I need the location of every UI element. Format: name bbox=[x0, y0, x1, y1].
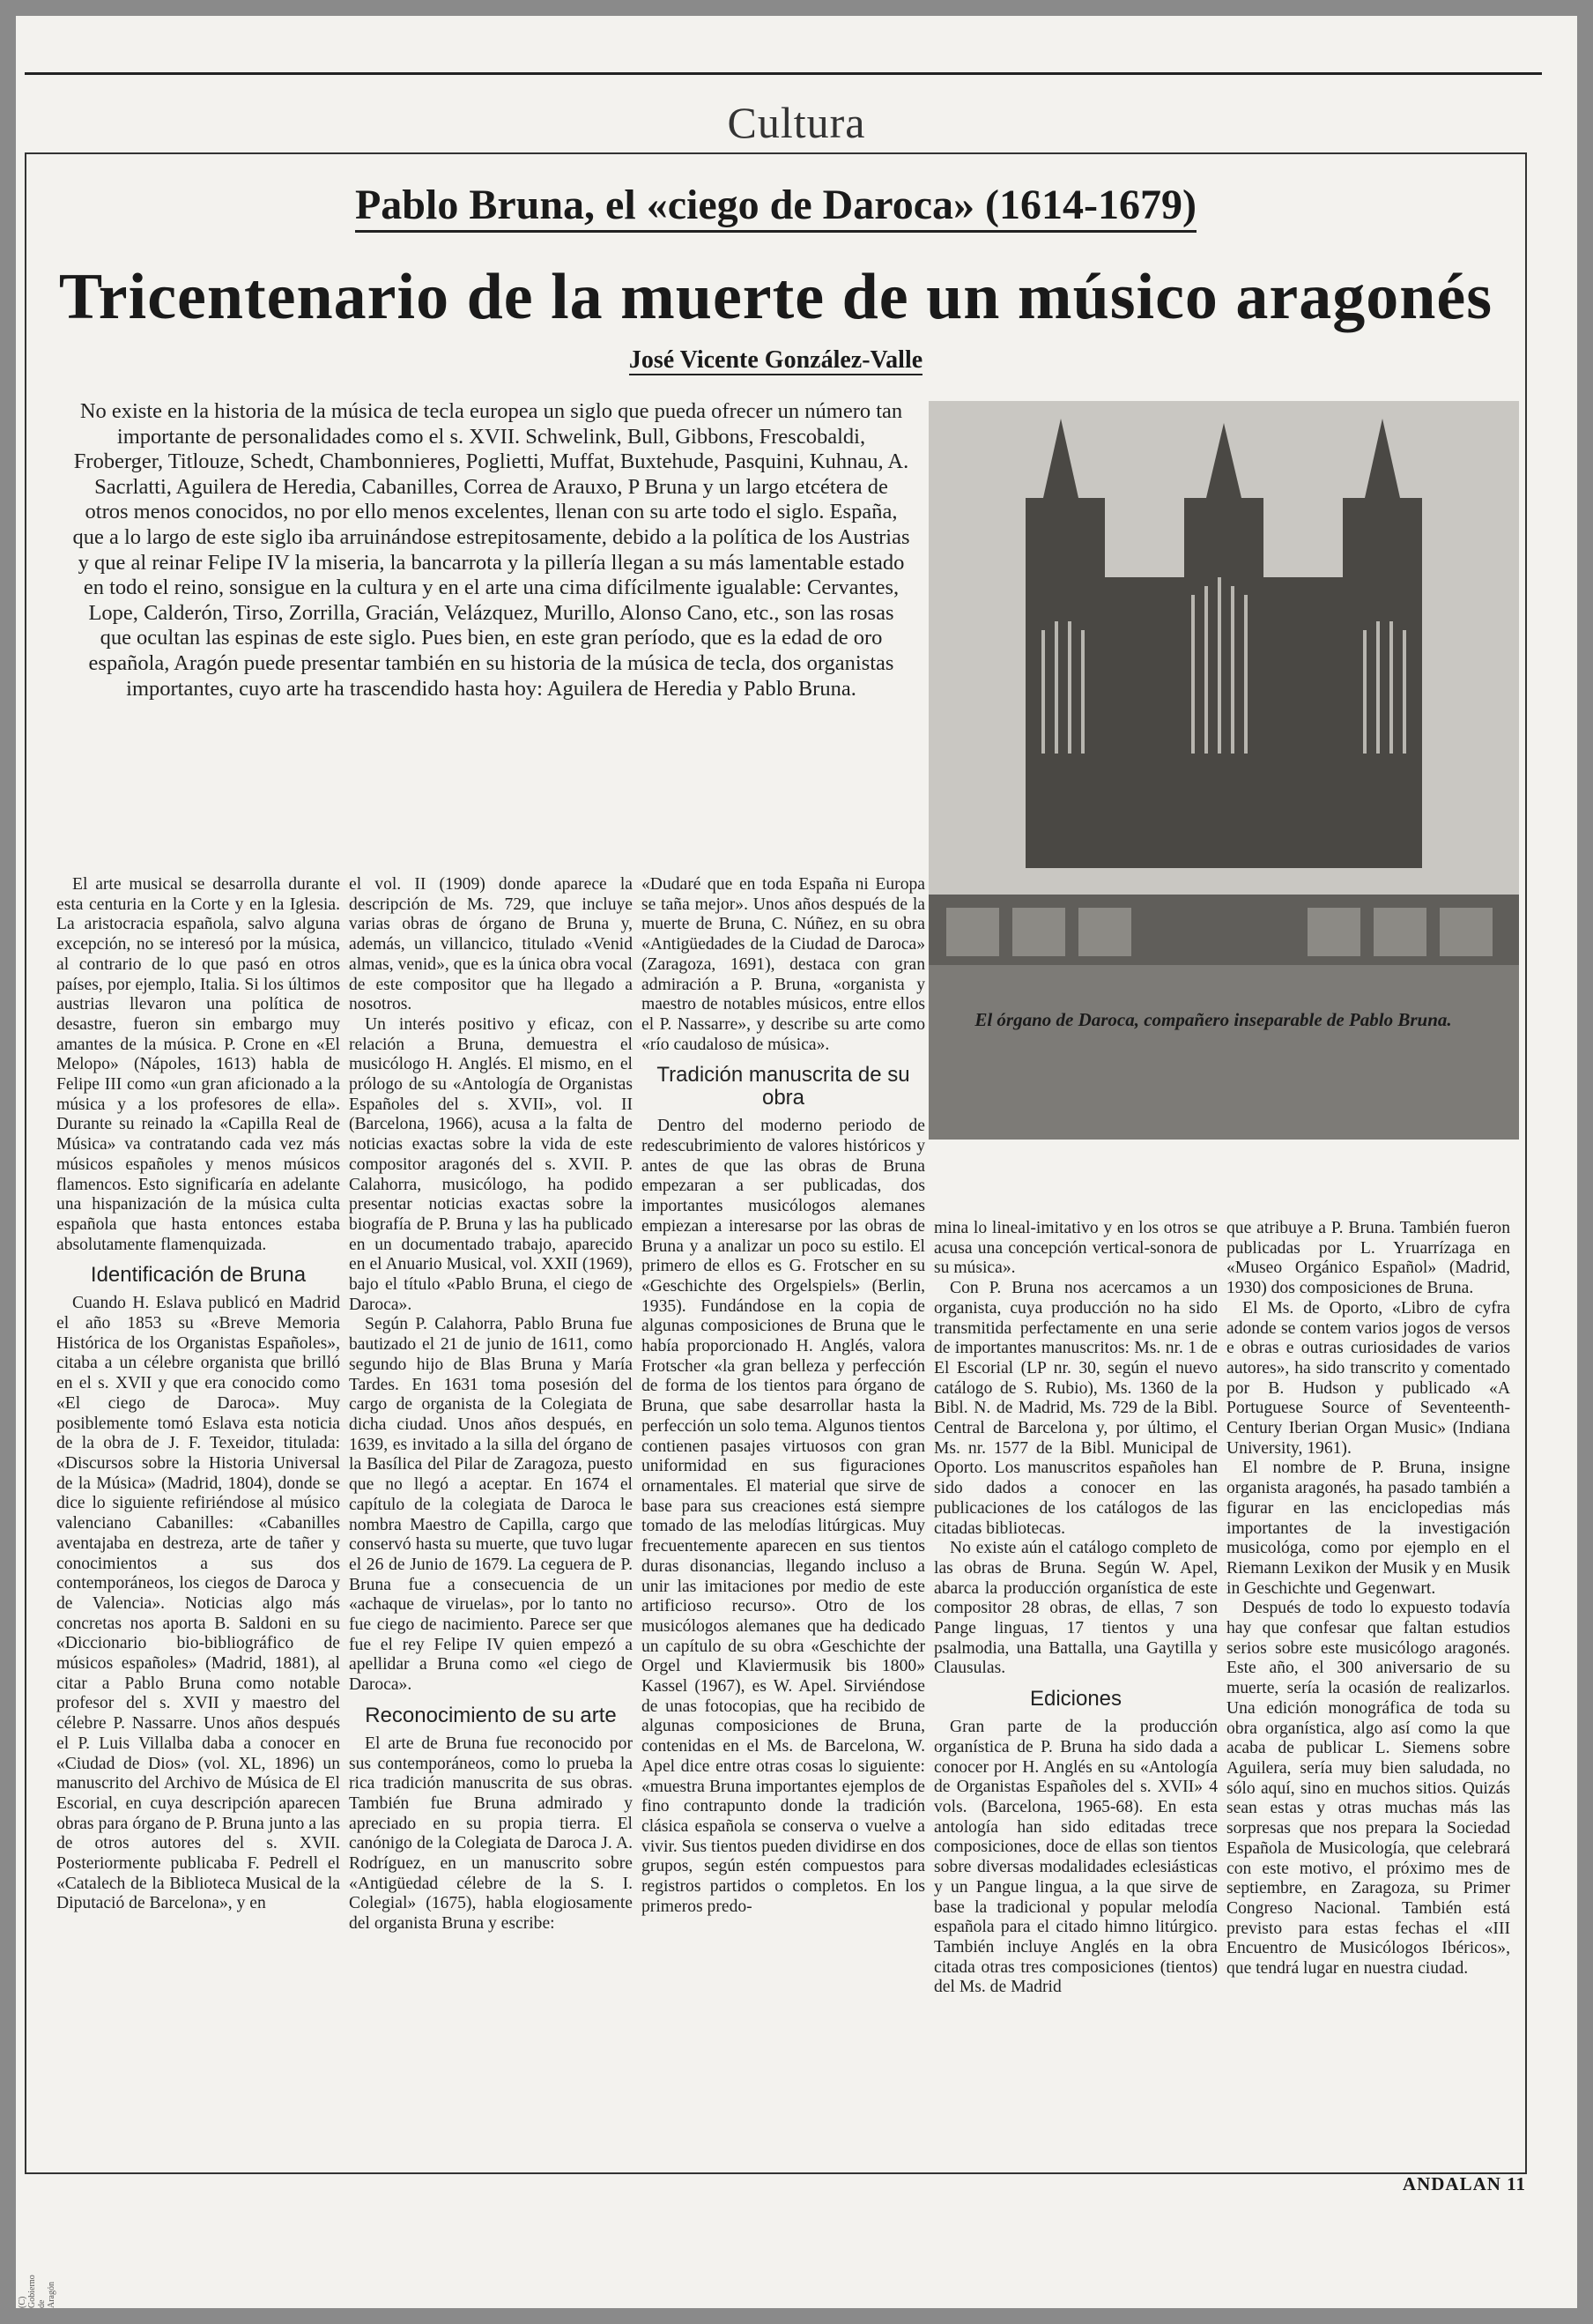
col2-paragraph-2: Un interés positivo y eficaz, con relación a Bruna, demuestra el musicólogo H. Anglés. El mismo, en el prólogo de su «Antología de Organistas Españoles del s. XVII», vol. II (Barcelona, 1966), acusa a la falta de noticias exactas sobre la vida de este compositor aragonés del s. XVII. P. Calahorra, musicólogo, ha podido presentar noticias exactas sobre la biografía de P. Bruna y las ha publicado en un documentado trabajo, aparecido en el Anuario Musical, vol. XXII (1969), bajo el título «Pablo Bruna, el ciego de Daroca». bbox=[349, 1014, 633, 1314]
newspaper-page bbox=[16, 16, 1577, 2308]
column-5 bbox=[1226, 1219, 1510, 1979]
column-4 bbox=[934, 1219, 1218, 1998]
col3-subheading: Tradición manuscrita de su obra bbox=[656, 1063, 910, 1110]
col2-subheading: Reconocimiento de su arte bbox=[365, 1703, 617, 1727]
section-title: Cultura bbox=[727, 98, 866, 147]
column-1 bbox=[56, 875, 340, 1914]
col2-paragraph-4: El arte de Bruna fue reconocido por sus contemporáneos, como lo prueba la rica tradición manuscrita de sus obras. También fue Bruna admirado y apreciado en su propia tierra. El canónigo de la Colegiata de Daroca J. A. Rodríguez, en un manuscrito sobre «Antigüedad célebre de la S. I. Colegial» (1675), habla elogiosamente del organista Bruna y escribe: bbox=[349, 1734, 633, 1934]
col4-paragraph-1: mina lo lineal-imitativo y en los otros se acusa una concepción vertical-sonora de su música». bbox=[934, 1219, 1218, 1278]
photo-caption: El órgano de Daroca, compañero inseparable de Pablo Bruna. bbox=[974, 1009, 1452, 1030]
author-name: José Vicente González-Valle bbox=[628, 346, 923, 374]
kicker-text: Pablo Bruna, el «ciego de Daroca» (1614-1679) bbox=[355, 182, 1197, 233]
col2-paragraph-3: Según P. Calahorra, Pablo Bruna fue bautizado el 21 de junio de 1611, como segundo hijo de Blas Bruna y María Tardes. En 1631 toma posesión del cargo de organista de la Colegiata de dicha ciudad. Unos años después, en 1639, es invitado a la silla del órgano de la Basílica del Pilar de Zaragoza, puesto que no llegó a aceptar. En 1674 el capítulo de la colegiata de Daroca le nombra Maestro de Capilla, cargo que conservó hasta su muerte, que tuvo lugar el 26 de Junio de 1679. La ceguera de P. Bruna fue a consecuencia de un «achaque de viruelas», por lo tanto no fue ciego de nacimiento. Parece ser que fue el rey Felipe IV quien empezó a apellidar a Bruna como «el ciego de Daroca». bbox=[349, 1315, 633, 1695]
col4-subheading: Ediciones bbox=[1029, 1687, 1123, 1711]
column-2 bbox=[349, 875, 633, 1934]
col1-paragraph-1: El arte musical se desarrolla durante esta centuria en la Corte y en la Iglesia. La aristocracia española, salvo alguna excepción, no se interesó por la música, al contrario de lo que pasó en otros países, por ejemplo, Italia. Si los últimos austrias llevaron una política de desastre, fueron sin embargo muy amantes de la música. P. Crone en «El Melopo» (Nápoles, 1613) habla de Felipe III como «un gran aficionado a la música y a los profesores de ella». Durante su reinado la «Capilla Real de Música» va contratando cada vez más músicos españoles y menos músicos flamencos. Esto significaría en adelante una hispanización de la música culta española que hasta entonces estaba absolutamente flamenquizada. bbox=[56, 875, 340, 1254]
col4-paragraph-3: No existe aún el catálogo completo de las obras de Bruna. Según W. Apel, abarca la producción organística de este compositor 28 obras, de ellas, 7 son Pange linguas, 17 tientos y una psalmodia, una Battalla, una Gaytilla y Clausulas. bbox=[934, 1539, 1218, 1678]
column-3 bbox=[641, 875, 925, 1917]
col3-paragraph-1: «Dudaré que en toda España ni Europa se taña mejor». Unos años después de la muerte de Bruna, C. Núñez, en su obra «Antigüedades de la Ciudad de Daroca» (Zaragoza, 1691), destaca con gran admiración a P. Bruna, «organista y maestro de notables músicos, entre ellos el P. Nassarre», y describe su arte como «río caudaloso de música». bbox=[641, 875, 925, 1054]
kicker bbox=[26, 181, 1525, 229]
col1-subheading: Identificación de Bruna bbox=[90, 1263, 307, 1288]
col2-paragraph-1: el vol. II (1909) donde aparece la descripción de Ms. 729, que incluye varias obras de órgano de Bruna y, además, un villancico, titulado «Venid almas, venid», que es la única obra vocal de este compositor que ha llegado a nosotros. bbox=[349, 875, 633, 1014]
col5-paragraph-1: que atribuye a P. Bruna. También fueron publicadas por L. Yruarrízaga en «Museo Orgánico Español» (Madrid, 1930) dos composiciones de Bruna. bbox=[1226, 1219, 1510, 1298]
col4-paragraph-2: Con P. Bruna nos acercamos a un organista, cuya producción no ha sido transmitida perfectamente en una serie de importantes manuscritos: Ms. nr. 1 de El Escorial (LP nr. 30, según el nuevo catálogo de S. Rubio), Ms. 1360 de la Bibl. N. de Madrid, Ms. 729 de la Bibl. Central de Barcelona y, por último, el Ms. nr. 1577 de la Bibl. Municipal de Oporto. Los manuscritos españoles han sido dados a conocer en las publicaciones de los catálogos de las citadas bibliotecas. bbox=[934, 1279, 1218, 1538]
top-rule bbox=[25, 72, 1542, 75]
byline bbox=[26, 346, 1525, 375]
col5-paragraph-2: El Ms. de Oporto, «Libro de cyfra adonde se contem varios jogos de versos e obras e outras curiosidades de varios autores», ha sido transcrito y comentado por B. Hudson y publicado «A Portuguese Source of Seventeenth-Century Iberian Organ Music» (Indiana University, 1961). bbox=[1226, 1298, 1510, 1458]
col4-paragraph-4: Gran parte de la producción organística de P. Bruna ha sido dada a conocer por H. Anglés en su «Antología de Organistas Españoles del s. XVII» 4 vols. (Barcelona, 1965-68). En esta antología han sido editadas trece composiciones, doce de ellas son tientos sobre diversas modalidades eclesiásticas y un Pangue lingua, a la que sirve de base la tradicional y popular melodía española para el citado himno litúrgico. También incluye Anglés en la obra citada otras tres composiciones (tientos) del Ms. de Madrid bbox=[934, 1718, 1218, 1997]
copyright-notice: (C) Gobierno de Aragón bbox=[18, 2275, 56, 2308]
page-footer: ANDALAN 11 bbox=[1402, 2173, 1526, 2194]
headline: Tricentenario de la muerte de un músico aragonés bbox=[58, 261, 1493, 333]
col3-paragraph-2: Dentro del moderno periodo de redescubrimiento de valores históricos y antes de que las obras de Bruna empezaran a ser publicadas, dos importantes musicólogos alemanes empiezan a interesarse por las obras de Bruna y a analizar un poco su estilo. El primero de ellos es G. Frotscher en su «Geschichte des Orgelspiels» (Berlin, 1935). Fundándose en la copia de algunas composiciones de Bruna que le había proporcionado H. Anglés, valora Frotscher «la gran belleza y perfección de forma de los tientos para órgano de Bruna, que sabe desarrollar hasta la perfección un solo tema. Algunos tientos contienen pasajes virtuosos con gran uniformidad en sus figuraciones ornamentales. El material que sirve de base para sus creaciones está siempre tomado de las melodías litúrgicas. Muy frecuentemente aparecen en sus tientos duras disonancias, llegando incluso a unir las imitaciones por medio de este artificioso recurso». Otro de los musicólogos alemanes que ha dedicado un capítulo de su obra «Geschichte der Orgel und Klaviermusik bis 1800» Kassel (1967), es W. Apel. Sirviéndose de unas fotocopias, que ha recibido de algunas composiciones de Bruna, contenidas en el Ms. de Barcelona, W. Apel dice entre otras cosas lo siguiente: «muestra Bruna importantes ejemplos de fino contrapunto donde la tradición clásica española se conserva o vuelve a vivir. Sus tientos pueden dividirse en dos grupos, según estén compuestos para registros partidos o completos. En los primeros predo- bbox=[641, 1117, 925, 1916]
col5-paragraph-3: El nombre de P. Bruna, insigne organista aragonés, ha pasado también a figurar en las enciclopedias más importantes de la investigación musicológa, como por ejemplo en el Riemann Lexikon der Musik y en Musik in Geschichte und Gegenwart. bbox=[1226, 1459, 1510, 1598]
col5-paragraph-4: Después de todo lo expuesto todavía hay que confesar que faltan estudios serios sobre este musicólogo aragonés. Este año, el 300 aniversario de su muerte, sería la ocasión de realizarlos. Una edición monográfica de toda su obra organística, algo así como la que acaba de publicar L. Siemens sobre Aguilera, sería muy bien saludada, no sólo aquí, sino en muchos sitios. Quizás sean estas y otras muchas más las sorpresas que nos prepara la Sociedad Española de Musicología, que celebrará con este motivo, el próximo mes de septiembre, en Zaragoza, su Primer Congreso Nacional. También está previsto para estas fechas el «III Encuentro de Musicólogos Ibéricos», que tendrá lugar en nuestra ciudad. bbox=[1226, 1599, 1510, 1979]
lead-paragraph: No existe en la historia de la música de tecla europea un siglo que pueda ofrecer un número tan importante de personalidades como el s. XVII. Schwelink, Bull, Gibbons, Frescobaldi, Froberger, Titlouze, Schedt, Chambonnieres, Poglietti, Muffat, Buxtehude, Pasquini, Kuhnau, A. Sacrlatti, Aguilera de Heredia, Cabanilles, Correa de Arauxo, P Bruna y un largo etcétera de otros menos conocidos, no por ello menos excelentes, llenan con su arte todo el siglo. España, que a lo largo de este siglo iba arruinándose estrepitosamente, debido a la política de los Austrias y que al reinar Felipe IV la miseria, la bancarrota y la pillería llegan a su más lamentable estado en todo el reino, sonsigue en la cultura y en el arte una cima difícilmente igualable: Cervantes, Lope, Calderón, Tirso, Zorrilla, Gracián, Velázquez, Murillo, Alonso Cano, etc., son las rosas que ocultan las espinas de este siglo. Pues bien, en este gran período, que es la edad de oro española, Aragón puede presentar también en su historia de la música de tecla, dos organistas importantes, cuyo arte ha trascendido hasta hoy: Aguilera de Heredia y Pablo Bruna. bbox=[72, 399, 910, 701]
col1-paragraph-2: Cuando H. Eslava publicó en Madrid el año 1853 su «Breve Memoria Histórica de los Organistas Españoles», citaba a un célebre organista que brilló en el s. XVII y que era conocido como «El ciego de Daroca». Muy posiblemente tomó Eslava esta noticia de la obra de J. F. Texeidor, titulada: «Discursos sobre la Historia Universal de la Música» (Madrid, 1804), donde se dice lo siguiente refiriéndose al músico valenciano Cabanilles: «Cabanilles aventajaba en destreza, arte de tañer y conocimientos a sus dos contemporáneos, los ciegos de Daroca y de Valencia». Noticias algo más concretas nos aporta B. Saldoni en su «Diccionario bio-bibliográfico de músicos españoles» (Madrid, 1881), al citar a Pablo Bruna como notable profesor del s. XVII y maestro del célebre P. Nassarre. Unos años después el P. Luis Villalba daba a conocer en «Ciudad de Dios» (vol. XL, 1896) un manuscrito del Archivo de Música de El Escorial, en cuya descripción aparecen obras para órgano de P. Bruna junto a las de otros autores del s. XVII. Posteriormente publicaba F. Pedrell el «Catalech de la Biblioteca Musical de la Diputació de Barcelona», y en bbox=[56, 1294, 340, 1913]
